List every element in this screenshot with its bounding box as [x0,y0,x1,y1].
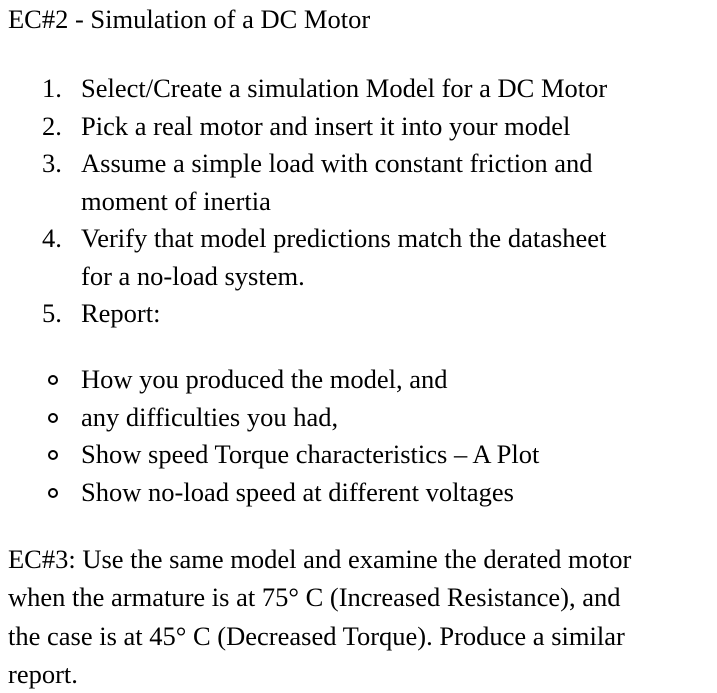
bullet-item-text: Show speed Torque characteristics – A Plot [81,439,540,469]
page-title: EC#2 - Simulation of a DC Motor [8,4,371,34]
bullet-item-text: any difficulties you had, [81,401,339,432]
ec3-paragraph [8,540,713,693]
list-item-text-continued: moment of inertia [81,185,271,216]
paragraph-line: the case is at 45° C (Decreased Torque). Produce a similar [8,620,625,651]
list-item [0,145,717,220]
list-number: 5. [42,298,62,328]
hollow-circle-bullet-icon [48,375,58,385]
paragraph-line: EC#3: Use the same model and examine the derated motor [8,544,632,574]
bullet-item-text: How you produced the model, and [81,364,448,394]
list-item-text: Report: [81,298,161,328]
paragraph-line: when the armature is at 75° C (Increased Resistance), and [8,582,621,613]
bullet-item-text: Show no-load speed at different voltages [81,476,514,507]
bullet-item [0,436,717,474]
list-number: 3. [42,148,62,178]
list-item-text: Verify that model predictions match the datasheet [81,223,607,253]
list-number: 2. [42,110,62,141]
list-item-text: Pick a real motor and insert it into your model [81,110,571,141]
numbered-list [0,70,717,333]
hollow-circle-bullet-icon [48,450,58,460]
list-item [0,295,717,333]
hollow-circle-bullet-icon [48,413,58,423]
list-item [0,70,717,108]
list-item [0,108,717,146]
list-item-text-continued: for a no-load system. [81,260,305,291]
bullet-item [0,399,717,437]
list-item-text: Assume a simple load with constant friction and [81,148,593,178]
list-item [0,220,717,295]
list-number: 1. [42,73,62,103]
bullet-list [0,361,717,511]
list-item-text: Select/Create a simulation Model for a DC Motor [81,73,608,103]
hollow-circle-bullet-icon [48,488,58,498]
paragraph-line: report. [8,658,78,689]
bullet-item [0,474,717,512]
list-number: 4. [42,223,62,253]
bullet-item [0,361,717,399]
